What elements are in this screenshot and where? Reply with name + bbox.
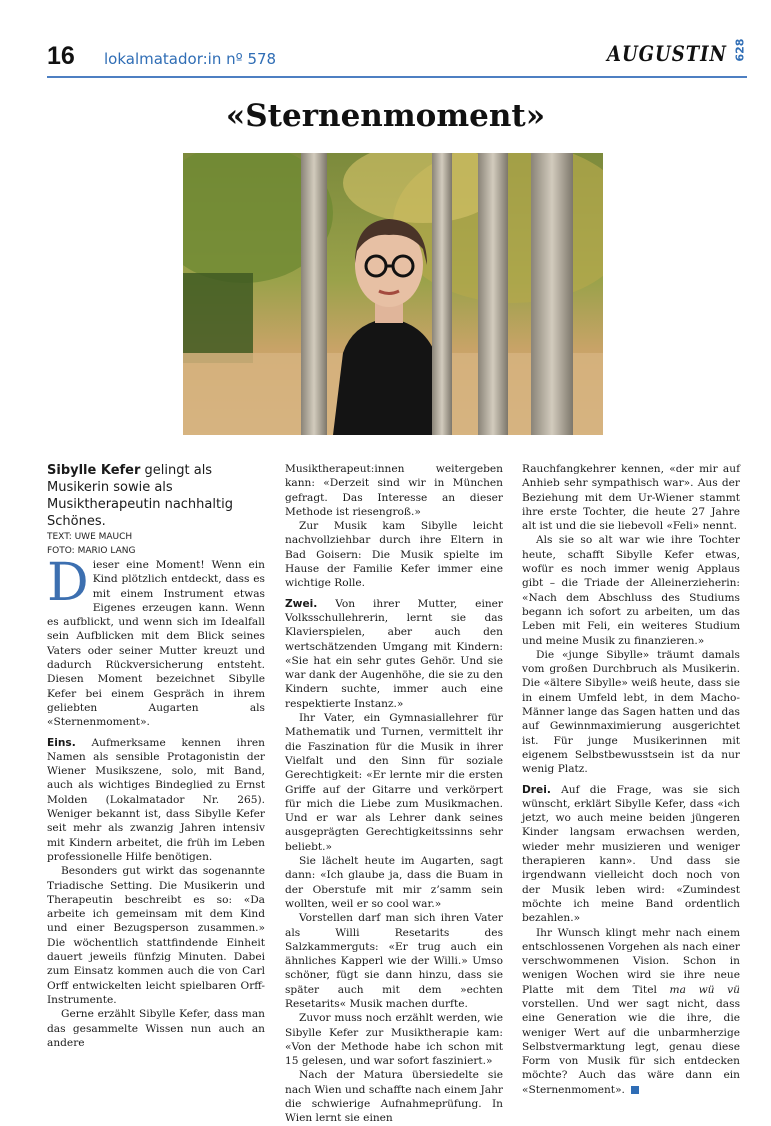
paragraph: Vorstellen darf man sich ihren Vater als Willi Resetarits des Salzkammerguts: «Er trug auch ein ähnliches Kapperl wie der Willi.» Umso schöner, fügt sie dann hinzu, dass sie später auch mit dem »echten Resetarits« Musik machen durfte. bbox=[285, 912, 503, 1010]
series-title: lokalmatador:in nº 578 bbox=[104, 50, 277, 68]
lead-text: gelingt als Musikerin sowie als Musiktherapeutin nachhaltig Schönes. bbox=[47, 463, 233, 529]
paragraph: Besonders gut wirkt das sogenannte Triadische Setting. Die Musikerin und Therapeutin beschreibt es so: «Da arbeite ich gemeinsam mit dem Kind und einer Bezugsperson zusammen.» Die wöchentlich stattfindende Einheit dauert jeweils fünfzig Minuten. Dabei zum Einsatz kommen auch die von Carl Orff entwickelten leicht spielbaren Orff-Instrumente. bbox=[47, 865, 265, 1006]
paragraph: Gerne erzählt Sibylle Kefer, dass man das gesammelte Wissen nun auch an andere bbox=[47, 1008, 265, 1049]
paragraph: Musiktherapeut:innen weitergeben kann: «Derzeit sind wir in München gefragt. Das Interesse an dieser Methode ist riesengroß.» bbox=[285, 463, 503, 518]
paragraph: Nach der Matura übersiedelte sie nach Wien und schaffte nach einem Jahr die schwierige Aufnahmeprüfung. In Wien lernt sie einen bbox=[285, 1069, 503, 1125]
header-rule bbox=[47, 76, 747, 78]
column-1 bbox=[47, 462, 265, 1050]
article-title: «Sternenmoment» bbox=[225, 98, 546, 134]
page-number: 16 bbox=[47, 42, 75, 70]
paragraph: Sie lächelt heute im Augarten, sagt dann: «Ich glaube ja, dass die Buam in der Oberstufe mit mir z’samm sein wollten, weil er so cool war.» bbox=[285, 855, 503, 910]
paragraph-intro: Dieser eine Moment! Wenn ein Kind plötzlich entdeckt, dass es mit einem Instrument etwas Eigenes erzeugen kann. Wenn es aufblickt, und wenn sich im Idealfall sein Aufblicken mit dem Blick seines Vaters oder seiner Mutter kreuzt und dadurch Rückversicherung entsteht. Diesen Moment bezeichnet Sibylle Kefer bei einem Gespräch in ihrem geliebten Augarten als «Sternenmoment». bbox=[47, 553, 265, 729]
logo-wordmark: AUGUSTIN bbox=[607, 41, 727, 68]
page-header bbox=[47, 38, 747, 76]
paragraph-zwei: Zwei. Von ihrer Mutter, einer Volksschullehrerin, lernt sie das Klavierspielen, aber auch den wertschätzenden Umgang mit Kindern: «Sie hat ein sehr gutes Gehör. Und sie war dank der Augenhöhe, die sie zu den Kindern suchte, immer auch eine respektierte Instanz.» bbox=[285, 597, 503, 710]
keyword-eins: Eins. bbox=[47, 736, 76, 749]
lead-paragraph bbox=[47, 462, 265, 530]
keyword-drei: Drei. bbox=[522, 783, 551, 796]
paragraph: Zur Musik kam Sibylle leicht nachvollziehbar durch ihre Eltern in Bad Goisern: Die Musik spielte im Hause der Familie Kefer immer eine wichtige Rolle. bbox=[285, 520, 503, 590]
paragraph: Rauchfangkehrer kennen, «der mir auf Anhieb sehr sympathisch war». Aus der Beziehung mit dem Ur-Wiener stammt ihre erste Tochter, die heute 27 Jahre alt ist und die sie liebevoll «Feli» nennt. bbox=[522, 463, 740, 533]
paragraph-closing: Ihr Wunsch klingt mehr nach einem entschlossenen Vorgehen als nach einer verschwommenen Vision. Schon in wenigen Wochen wird sie ihre neue Platte mit dem Titel ma wü vü vorstellen. Und wer sagt nicht, dass eine Generation wie die ihre, die weniger Wert auf die unbarmherzige Selbstvermarktung legt, genau diese Form von Musik für sich entdecken möchte? Auch das wäre dann ein «Sternenmoment». bbox=[522, 926, 740, 1096]
paragraph: Ihr Vater, ein Gymnasiallehrer für Mathematik und Turnen, vermittelt ihr die Faszination für die Musik in ihrer Vielfalt und den Sinn für soziale Gerechtigkeit: «Er lernte mir die ersten Griffe auf der Gitarre und verkörpert für mich die Liebe zum Musikmachen. Und er war als Lehrer dank seines ausgeprägten Gerechtigkeitssinns sehr beliebt.» bbox=[285, 712, 503, 853]
issue-number: 628 bbox=[733, 38, 747, 62]
column-2 bbox=[285, 462, 503, 1126]
drop-cap: D bbox=[47, 553, 89, 613]
end-mark bbox=[631, 1086, 639, 1094]
keyword-zwei: Zwei. bbox=[285, 597, 318, 610]
paragraph-drei: Drei. Auf die Frage, was sie sich wünscht, erklärt Sibylle Kefer, dass «ich jetzt, wo auch meine beiden jüngeren Kinder langsam erwachsen werden, wieder mehr musizieren und weniger therapieren kann». Und dass sie irgendwann vielleicht doch noch von der Musik leben wird: «Zumindest möchte ich meine Band ordentlich bezahlen.» bbox=[522, 783, 740, 925]
paragraph: Zuvor muss noch erzählt werden, wie Sibylle Kefer zur Musiktherapie kam: «Von der Methode habe ich schon mit 15 gelesen, und war sofort fasziniert.» bbox=[285, 1012, 503, 1068]
credits bbox=[47, 530, 265, 558]
text-credit: TEXT: UWE MAUCH bbox=[47, 532, 133, 542]
lead-name: Sibylle Kefer bbox=[47, 463, 141, 478]
augustin-logo bbox=[607, 38, 747, 68]
album-title: ma wü vü bbox=[669, 983, 740, 996]
paragraph: Als sie so alt war wie ihre Tochter heute, schafft Sibylle Kefer etwas, wofür es noch immer wenig Applaus gibt – die Triade der Alleinerzieherin: «Nach dem Abschluss des Studiums begann ich sofort zu arbeiten, um das Leben mit Feli, ein weiteres Studium und meine Musik zu finanzieren.» bbox=[522, 534, 740, 647]
column-3 bbox=[522, 462, 740, 1097]
photo-credit: FOTO: MARIO LANG bbox=[47, 546, 136, 556]
paragraph: Die «junge Sibylle» träumt damals vom großen Durchbruch als Musikerin. Die «ältere Sibylle» weiß heute, dass sie in einem Umfeld lebt, in dem Macho-Männer lange das Sagen hatten und das auf Gewinnmaximierung ausgerichtet ist. Für junge Musikerinnen mit eigenem Selbstbewusstsein ist da nur wenig Platz. bbox=[522, 648, 741, 776]
portrait-photo bbox=[183, 153, 603, 435]
paragraph-eins: Eins. Aufmerksame kennen ihren Namen als sensible Protagonistin der Wiener Musikszene, solo, mit Band, auch als wichtiges Bindeglied zu Ernst Molden (Lokalmatador Nr. 265). Weniger bekannt ist, dass Sibylle Kefer seit mehr als zwanzig Jahren intensiv mit Kindern arbeitet, die früh im Leben professionelle Hilfe benötigen. bbox=[47, 736, 265, 863]
